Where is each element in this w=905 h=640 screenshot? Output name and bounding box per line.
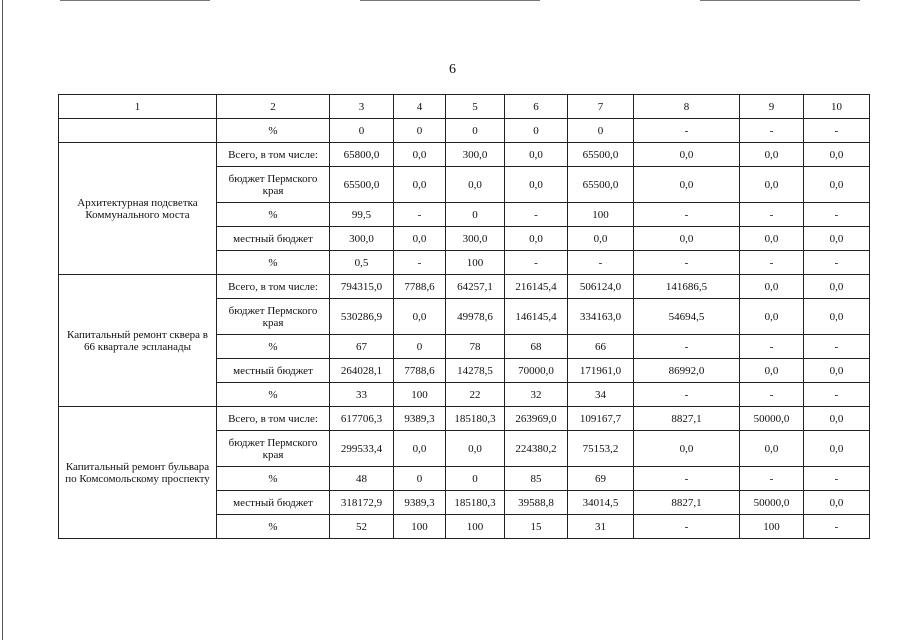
- table-cell: 0,0: [505, 167, 568, 203]
- table-cell: -: [740, 119, 804, 143]
- table-cell: 0,0: [740, 227, 804, 251]
- table-row: [59, 143, 870, 167]
- row-label: %: [217, 515, 330, 539]
- row-label: %: [217, 335, 330, 359]
- table-cell: 34: [568, 383, 634, 407]
- row-label: %: [217, 251, 330, 275]
- table-cell: 0,0: [740, 275, 804, 299]
- table-cell: 65500,0: [330, 167, 394, 203]
- table-cell: 0: [446, 203, 505, 227]
- table-cell: 0,0: [394, 431, 446, 467]
- table-cell: 263969,0: [505, 407, 568, 431]
- table-cell: 0: [568, 119, 634, 143]
- table-cell: 171961,0: [568, 359, 634, 383]
- row-label: Всего, в том числе:: [217, 143, 330, 167]
- table-cell: 50000,0: [740, 407, 804, 431]
- table-cell: 185180,3: [446, 491, 505, 515]
- table-cell: 8827,1: [634, 491, 740, 515]
- column-header: 3: [330, 95, 394, 119]
- row-label: %: [217, 203, 330, 227]
- table-cell: 8827,1: [634, 407, 740, 431]
- table-cell: -: [634, 119, 740, 143]
- table-cell: 31: [568, 515, 634, 539]
- table-row: [59, 119, 870, 143]
- table-cell: 0,0: [394, 299, 446, 335]
- table-cell: 141686,5: [634, 275, 740, 299]
- table-cell: 530286,9: [330, 299, 394, 335]
- table-cell: 0,0: [634, 143, 740, 167]
- table-cell: -: [740, 203, 804, 227]
- table-cell: 0,0: [568, 227, 634, 251]
- row-label: Всего, в том числе:: [217, 275, 330, 299]
- table-cell: 49978,6: [446, 299, 505, 335]
- table-cell: 300,0: [446, 143, 505, 167]
- table-cell: -: [804, 119, 870, 143]
- table-cell: 7788,6: [394, 275, 446, 299]
- table-cell: -: [394, 251, 446, 275]
- column-header: 7: [568, 95, 634, 119]
- table-cell: 7788,6: [394, 359, 446, 383]
- scan-top-line: [60, 0, 210, 1]
- table-cell: 15: [505, 515, 568, 539]
- table-cell: 66: [568, 335, 634, 359]
- table-cell: 52: [330, 515, 394, 539]
- table-cell: 0,0: [804, 275, 870, 299]
- table-cell: 0: [505, 119, 568, 143]
- table-cell: 0,0: [740, 359, 804, 383]
- column-header: 8: [634, 95, 740, 119]
- table-cell: -: [505, 251, 568, 275]
- table-cell: 100: [568, 203, 634, 227]
- table-cell: 75153,2: [568, 431, 634, 467]
- column-header: 1: [59, 95, 217, 119]
- table-cell: 64257,1: [446, 275, 505, 299]
- table-cell: -: [634, 383, 740, 407]
- table-row: [59, 407, 870, 431]
- table-cell: 300,0: [330, 227, 394, 251]
- table-cell: 0,0: [740, 431, 804, 467]
- row-label: местный бюджет: [217, 227, 330, 251]
- object-name-cell: Капитальный ремонт сквера в 66 квартале эспланады: [59, 275, 217, 407]
- table-cell: -: [505, 203, 568, 227]
- table-cell: -: [740, 467, 804, 491]
- table-cell: 54694,5: [634, 299, 740, 335]
- table-cell: -: [804, 383, 870, 407]
- row-label: %: [217, 383, 330, 407]
- column-header: 2: [217, 95, 330, 119]
- table-cell: 0,0: [634, 227, 740, 251]
- table-cell: 65800,0: [330, 143, 394, 167]
- row-label: %: [217, 467, 330, 491]
- table-cell: 86992,0: [634, 359, 740, 383]
- table-cell: 109167,7: [568, 407, 634, 431]
- table-cell: 70000,0: [505, 359, 568, 383]
- table-cell: 264028,1: [330, 359, 394, 383]
- table-cell: 0: [446, 467, 505, 491]
- table-cell: 0,0: [446, 167, 505, 203]
- table-cell: 300,0: [446, 227, 505, 251]
- table-cell: -: [740, 251, 804, 275]
- row-label: бюджет Пермского края: [217, 431, 330, 467]
- table-cell: 0,0: [740, 143, 804, 167]
- table-cell: -: [804, 335, 870, 359]
- table-cell: 48: [330, 467, 394, 491]
- scan-left-edge: [2, 0, 3, 640]
- table-cell: 100: [394, 515, 446, 539]
- table-cell: 100: [446, 515, 505, 539]
- table-cell: 146145,4: [505, 299, 568, 335]
- table-cell: 0,0: [394, 227, 446, 251]
- table-cell: 100: [446, 251, 505, 275]
- table-cell: 65500,0: [568, 167, 634, 203]
- table-cell: 617706,3: [330, 407, 394, 431]
- page-number: 6: [449, 62, 456, 77]
- table-cell: 0,0: [804, 227, 870, 251]
- row-label: %: [217, 119, 330, 143]
- table-cell: 0,0: [634, 431, 740, 467]
- table-cell: 0,0: [804, 167, 870, 203]
- table-cell: -: [740, 335, 804, 359]
- column-header: 4: [394, 95, 446, 119]
- header-row: [59, 95, 870, 119]
- table-cell: 0: [394, 335, 446, 359]
- table-cell: 32: [505, 383, 568, 407]
- table-cell: 224380,2: [505, 431, 568, 467]
- table-cell: 0,0: [804, 359, 870, 383]
- scan-top-line: [700, 0, 860, 1]
- table-cell: 0,0: [740, 299, 804, 335]
- table-cell: 9389,3: [394, 491, 446, 515]
- row-label: бюджет Пермского края: [217, 167, 330, 203]
- budget-table: [58, 94, 870, 539]
- table-cell: 0,0: [446, 431, 505, 467]
- table-cell: -: [394, 203, 446, 227]
- scan-top-line: [360, 0, 540, 1]
- table-cell: 85: [505, 467, 568, 491]
- table-cell: -: [804, 251, 870, 275]
- table-cell: 794315,0: [330, 275, 394, 299]
- table-cell: 185180,3: [446, 407, 505, 431]
- table-cell: 50000,0: [740, 491, 804, 515]
- table-cell: 0,0: [740, 167, 804, 203]
- table-cell: 67: [330, 335, 394, 359]
- table-cell: 0: [394, 467, 446, 491]
- table-cell: 506124,0: [568, 275, 634, 299]
- table-cell: 299533,4: [330, 431, 394, 467]
- column-header: 10: [804, 95, 870, 119]
- column-header: 9: [740, 95, 804, 119]
- table-cell: 65500,0: [568, 143, 634, 167]
- table-cell: -: [804, 467, 870, 491]
- table-cell: -: [634, 251, 740, 275]
- table-cell: 14278,5: [446, 359, 505, 383]
- table-cell: 216145,4: [505, 275, 568, 299]
- table-cell: 0: [394, 119, 446, 143]
- table-cell: -: [740, 383, 804, 407]
- table-cell: 34014,5: [568, 491, 634, 515]
- table-cell: -: [634, 515, 740, 539]
- table-cell: 99,5: [330, 203, 394, 227]
- table-cell: 0,0: [505, 227, 568, 251]
- table-cell: 0,0: [394, 167, 446, 203]
- table-cell: 9389,3: [394, 407, 446, 431]
- table-cell: 334163,0: [568, 299, 634, 335]
- table-cell: -: [634, 203, 740, 227]
- table-cell: 0: [330, 119, 394, 143]
- table-body: [59, 95, 870, 539]
- table-cell: 0,0: [804, 299, 870, 335]
- table-cell: 0,0: [394, 143, 446, 167]
- table-cell: -: [804, 203, 870, 227]
- table-cell: 318172,9: [330, 491, 394, 515]
- object-name-cell: Архитектурная подсветка Коммунального моста: [59, 143, 217, 275]
- table-cell: 69: [568, 467, 634, 491]
- table-cell: -: [804, 515, 870, 539]
- table-cell: 0,0: [804, 491, 870, 515]
- table-cell: 100: [740, 515, 804, 539]
- table-cell: 0,0: [634, 167, 740, 203]
- row-label: Всего, в том числе:: [217, 407, 330, 431]
- row-label: бюджет Пермского края: [217, 299, 330, 335]
- table-cell: -: [634, 467, 740, 491]
- table-cell: 0,0: [505, 143, 568, 167]
- table-row: [59, 275, 870, 299]
- table-cell: 22: [446, 383, 505, 407]
- table-cell: 0,5: [330, 251, 394, 275]
- object-name-cell: Капитальный ремонт бульвара по Комсомольскому проспекту: [59, 407, 217, 539]
- table-cell: -: [634, 335, 740, 359]
- table-cell: 78: [446, 335, 505, 359]
- row-label: местный бюджет: [217, 359, 330, 383]
- table-cell: 100: [394, 383, 446, 407]
- table-cell: 68: [505, 335, 568, 359]
- table-cell: 0: [446, 119, 505, 143]
- table-cell: 0,0: [804, 407, 870, 431]
- object-cell-empty: [59, 119, 217, 143]
- row-label: местный бюджет: [217, 491, 330, 515]
- table-cell: -: [568, 251, 634, 275]
- table-cell: 0,0: [804, 143, 870, 167]
- table-cell: 0,0: [804, 431, 870, 467]
- column-header: 5: [446, 95, 505, 119]
- table-cell: 39588,8: [505, 491, 568, 515]
- table-cell: 33: [330, 383, 394, 407]
- column-header: 6: [505, 95, 568, 119]
